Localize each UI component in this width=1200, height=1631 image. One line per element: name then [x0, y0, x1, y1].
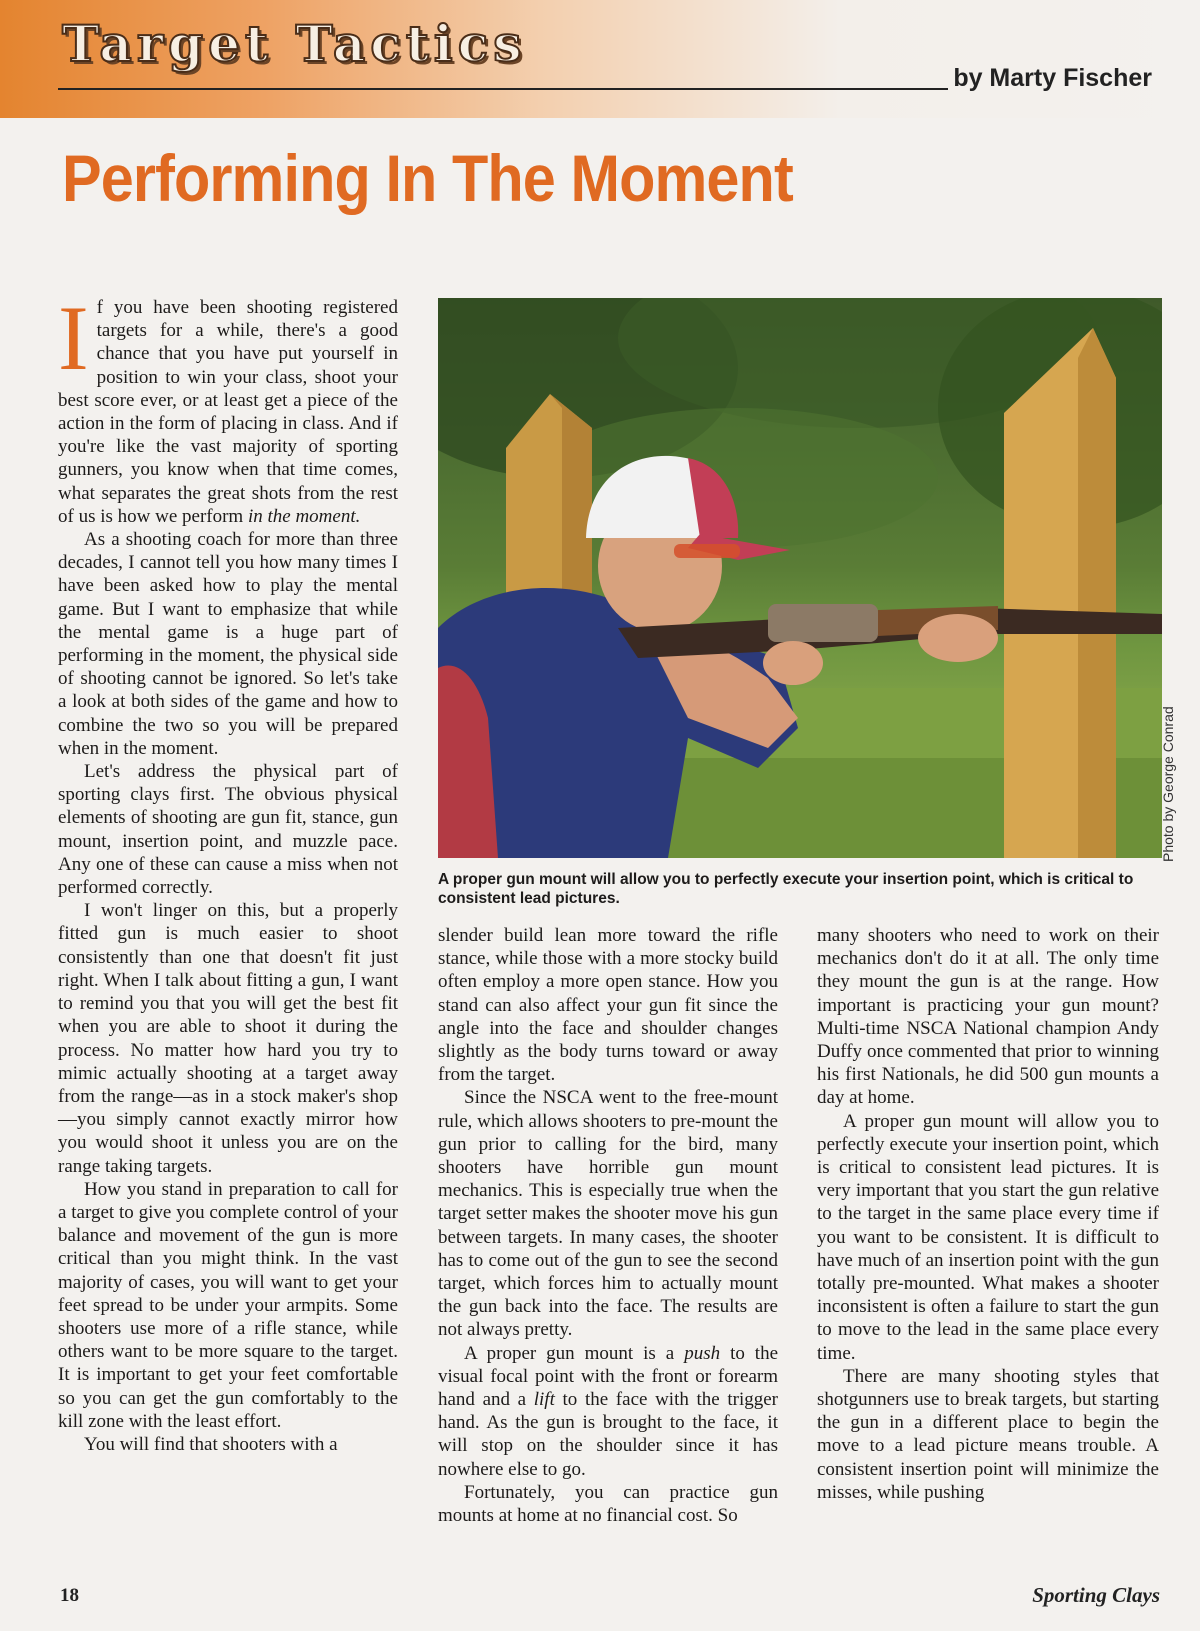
article-column-1 — [58, 287, 398, 1456]
photo-caption: A proper gun mount will allow you to perfectly execute your insertion point, which is critical to consistent lead pictures. — [438, 871, 1134, 907]
paragraph: I won't linger on this, but a properly fitted gun is much easier to shoot consistently than one that doesn't fit just right. When I talk about fitting a gun, I want to remind you that you will get the best fit when you are able to shoot it during the process. No matter how hard you try to mimic actually shooting at a target away from the range—as in a stock maker's shop—you simply cannot exactly mirror how you would shoot it unless you are on the range taking targets. — [58, 900, 398, 1177]
page-number: 18 — [60, 1585, 79, 1606]
article-photo — [438, 298, 1162, 858]
paragraph: Fortunately, you can practice gun mounts at home at no financial cost. So — [438, 1481, 778, 1527]
magazine-name: Sporting Clays — [1032, 1583, 1160, 1607]
paragraph: many shooters who need to work on their mechanics don't do it at all. The only time they mount the gun is at the range. How important is practicing your gun mount? Multi-time NSCA National champion Andy Duffy once commented that prior to winning his first Nationals, he did 500 gun mounts a day at home. — [817, 925, 1159, 1109]
emphasis: in the moment. — [247, 505, 361, 527]
drop-cap: I — [58, 287, 89, 389]
paragraph: A proper gun mount is a push to the visual focal point with the front or forearm hand and a lift to the face with the trigger hand. As the gun is brought to the face, it will stop on the shoulder since it has nowhere else to go. — [438, 1342, 779, 1480]
paragraph: Let's address the physical part of sporting clays first. The obvious physical elements of shooting are gun fit, stance, gun mount, insertion point, and muzzle pace. Any one of these can cause a miss when not performed correctly. — [58, 761, 398, 899]
paragraph: How you stand in preparation to call for a target to give you complete control of your balance and movement of the gun is more critical than you might think. In the vast majority of cases, you will want to get your feet spread to be under your armpits. Some shooters use more of a rifle stance, while others want to be more square to the target. It is important to get your feet comfortable so you can get the gun comfortably to the kill zone with the least effort. — [58, 1178, 398, 1432]
paragraph: A proper gun mount will allow you to perfectly execute your insertion point, which is critical to consistent lead pictures. It is very important that you start the gun relative to the target in the same place every time if you want to be consistent. It is difficult to have much of an insertion point with the gun totally pre-mounted. What makes a shooter inconsistent is often a failure to start the gun to move to the lead in the same place every time. — [817, 1110, 1159, 1364]
header-rule — [58, 88, 948, 90]
paragraph: There are many shooting styles that shotgunners use to break targets, but starting the gun in a different place to begin the move to a lead picture means trouble. A consistent insertion point will minimize the misses, while pushing — [817, 1365, 1159, 1503]
article-column-3 — [817, 924, 1159, 1504]
headline: Performing In The Moment — [62, 141, 793, 215]
shooter-illustration — [438, 298, 1162, 858]
byline: by Marty Fischer — [953, 64, 1152, 92]
emphasis: lift — [533, 1389, 555, 1411]
photo-credit: Photo by George Conrad — [1160, 706, 1176, 862]
paragraph: You will find that shooters with a — [84, 1433, 338, 1455]
paragraph: Since the NSCA went to the free-mount rule, which allows shooters to pre-mount the gun prior to calling for the bird, many shooters have horrible gun mount mechanics. This is especially true when the target setter makes the shooter move his gun between targets. In many cases, the shooter has to come out of the gun to see the second target, which forces him to actually mount the gun back into the face. The results are not always pretty. — [438, 1087, 778, 1341]
article-column-2 — [438, 924, 778, 1527]
paragraph: slender build lean more toward the rifle stance, while those with a more stocky build often employ a more open stance. How you stand can also affect your gun fit since the angle into the face and shoulder changes slightly as the body turns toward or away from the target. — [438, 925, 778, 1086]
paragraph: As a shooting coach for more than three decades, I cannot tell you how many times I have been asked how to play the mental game. But I want to emphasize that while the mental game is a huge part of performing in the moment, the physical side of shooting cannot be ignored. So let's take a look at both sides of the game and how to combine the two so you will be prepared when in the moment. — [58, 529, 398, 759]
emphasis: push — [684, 1342, 721, 1364]
section-title: Target Tactics — [62, 14, 527, 73]
paragraph: If you have been shooting registered targets for a while, there's a good chance that you have put yourself in position to win your class, shoot your best score ever, or at least get a piece of the action in the form of placing in class. And if you're like the vast majority of sporting gunners, you know when that time comes, what separates the great shots from the rest of us is how we perform in the moment. — [58, 287, 398, 527]
